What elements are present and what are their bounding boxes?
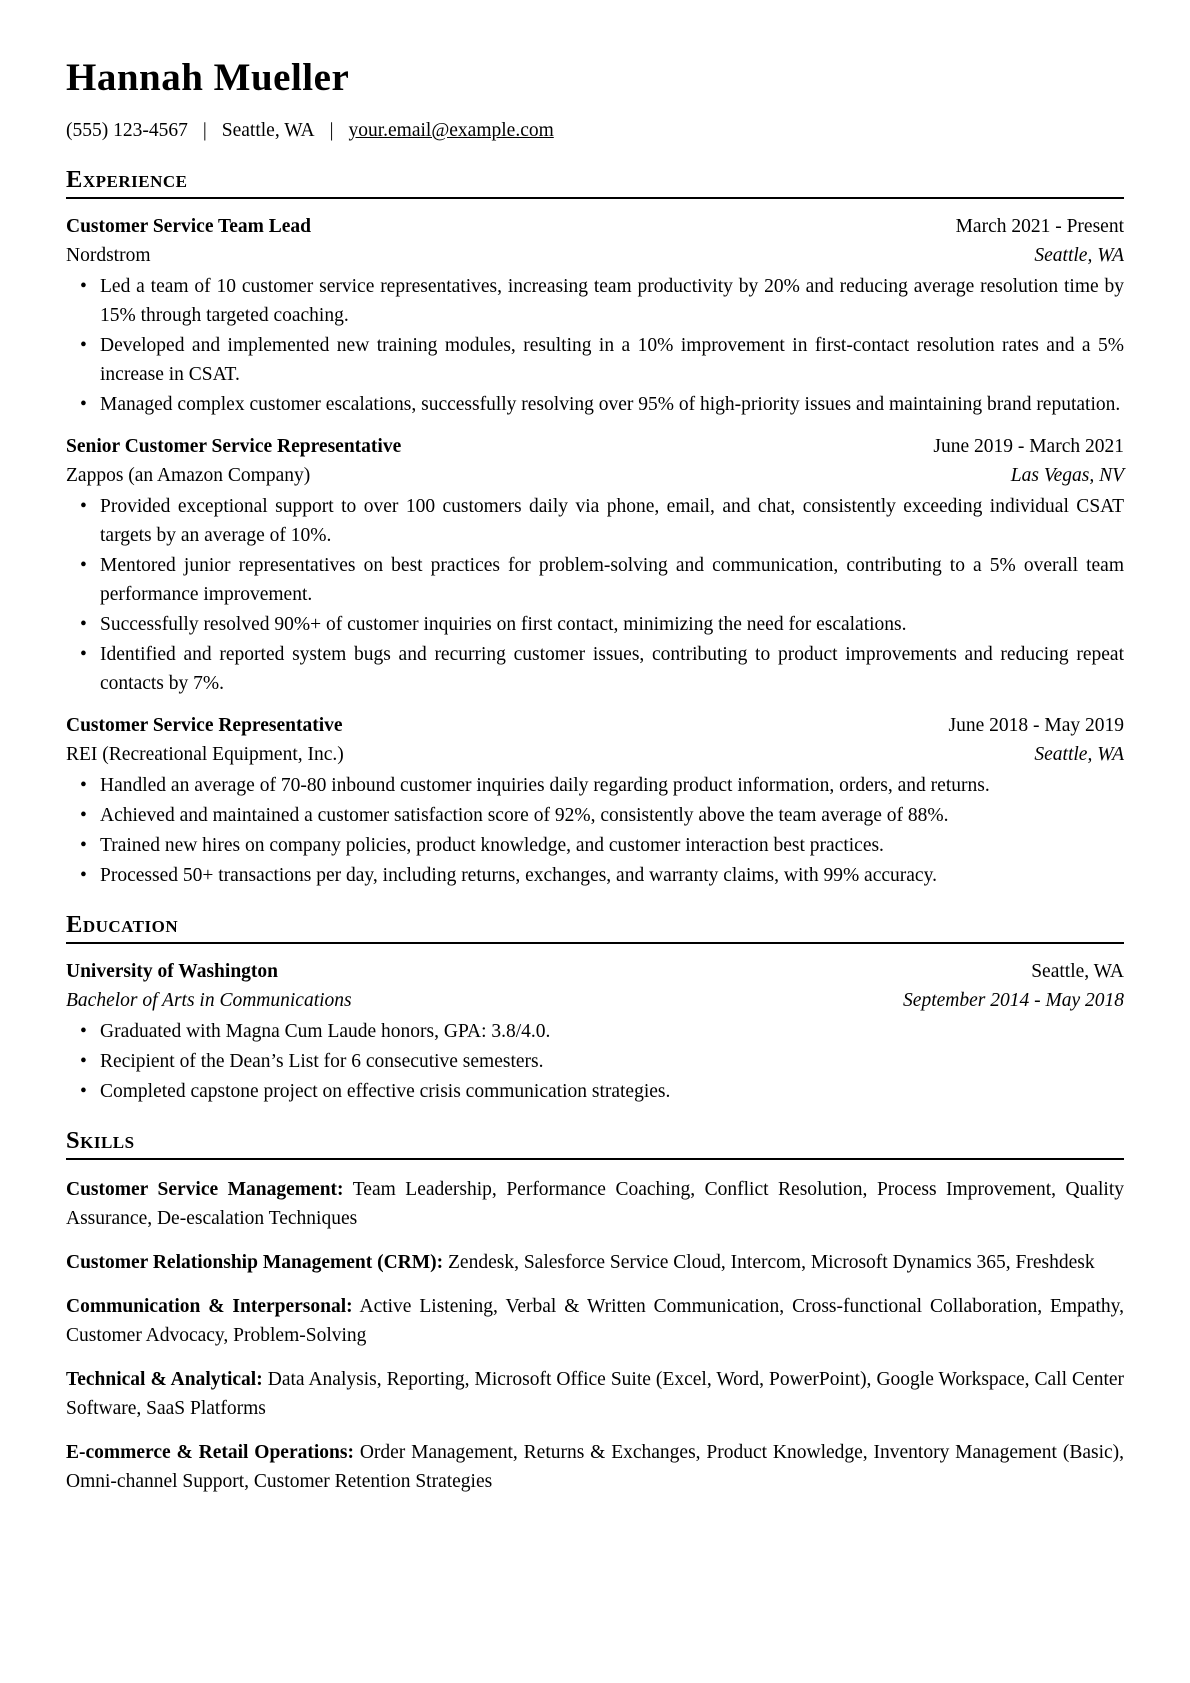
section-title-skills: Skills [66,1127,135,1154]
education-bullet: • Graduated with Magna Cum Laude honors, GPA: 3.8/4.0. [100,1017,1124,1046]
job-company: Nordstrom [66,245,151,266]
entry-subheader-row [66,986,1124,1015]
job-bullet: • Led a team of 10 customer service representatives, increasing team productivity by 20% and reducing average resolution time by 15% through targeted coaching. [100,272,1124,330]
skill-group [66,1292,1124,1350]
contact-location: Seattle, WA [221,120,315,141]
job-company: Zappos (an Amazon Company) [66,465,311,486]
job-dates: March 2021 - Present [955,216,1124,237]
school-name: University of Washington [66,961,279,982]
job-bullet: • Provided exceptional support to over 100 customers daily via phone, email, and chat, consistently exceeding individual CSAT targets by an average of 10%. [100,492,1124,550]
contact-row [66,116,1124,145]
skill-group [66,1175,1124,1233]
experience-entry [66,711,1124,890]
skill-group [66,1365,1124,1423]
education-dates: September 2014 - May 2018 [903,990,1124,1011]
job-bullet: • Identified and reported system bugs and recurring customer issues, contributing to product improvements and reducing repeat contacts by 7%. [100,640,1124,698]
job-bullet: • Achieved and maintained a customer satisfaction score of 92%, consistently above the team average of 88%. [100,801,1124,830]
education-entry [66,957,1124,1106]
education-bullet: • Recipient of the Dean’s List for 6 consecutive semesters. [100,1047,1124,1076]
skill-group-items: Team Leadership, Performance Coaching, Conflict Resolution, Process Improvement, Quality Assurance, De-escalation Techniques [66,1179,1125,1229]
skill-group-items: Active Listening, Verbal & Written Communication, Cross-functional Collaboration, Empathy, Customer Advocacy, Problem-Solving [66,1296,1124,1346]
job-bullet: • Trained new hires on company policies, product knowledge, and customer interaction best practices. [100,831,1124,860]
job-dates: June 2019 - March 2021 [933,436,1124,457]
education-bullet-list [66,1017,1124,1106]
skill-group-label: Communication & Interpersonal: [66,1296,353,1317]
degree-name: Bachelor of Arts in Communications [66,990,352,1011]
job-location: Las Vegas, NV [1010,465,1124,486]
skill-group-label: E-commerce & Retail Operations: [66,1442,354,1463]
job-bullet: • Developed and implemented new training modules, resulting in a 10% improvement in first-contact resolution rates and a 5% increase in CSAT. [100,331,1124,389]
job-title: Customer Service Representative [66,715,343,736]
job-dates: June 2018 - May 2019 [948,715,1124,736]
contact-separator: | [202,120,207,141]
job-bullet: • Mentored junior representatives on best practices for problem-solving and communication, contributing to a 5% overall team performance improvement. [100,551,1124,609]
job-bullet-list [66,771,1124,890]
email-link[interactable]: your.email@example.com [348,120,554,141]
school-location: Seattle, WA [1031,961,1124,982]
job-bullet-list [66,492,1124,698]
skill-group-label: Customer Service Management: [66,1179,344,1200]
job-location: Seattle, WA [1034,744,1124,765]
section-rule [66,197,1124,199]
job-title: Senior Customer Service Representative [66,436,402,457]
phone-number: (555) 123-4567 [66,120,188,141]
education-bullet: • Completed capstone project on effective crisis communication strategies. [100,1077,1124,1106]
contact-separator: | [329,120,334,141]
entry-subheader-row [66,461,1124,490]
job-bullet-list [66,272,1124,419]
job-bullet: • Handled an average of 70-80 inbound customer inquiries daily regarding product information, orders, and returns. [100,771,1124,800]
skill-group-label: Customer Relationship Management (CRM): [66,1252,444,1273]
job-bullet: • Managed complex customer escalations, successfully resolving over 95% of high-priority issues and maintaining brand reputation. [100,390,1124,419]
person-name: Hannah Mueller [66,56,350,99]
entry-header-row [66,432,1124,461]
entry-header-row [66,212,1124,241]
skill-group [66,1438,1124,1496]
skill-group-items: Zendesk, Salesforce Service Cloud, Intercom, Microsoft Dynamics 365, Freshdesk [448,1252,1095,1273]
job-bullet: • Processed 50+ transactions per day, including returns, exchanges, and warranty claims, with 99% accuracy. [100,861,1124,890]
section-rule [66,942,1124,944]
entry-header-row [66,957,1124,986]
skill-group-items: Order Management, Returns & Exchanges, Product Knowledge, Inventory Management (Basic), Omni-channel Support, Customer Retention Strategies [66,1442,1125,1492]
job-company: REI (Recreational Equipment, Inc.) [66,744,344,765]
entry-subheader-row [66,241,1124,270]
section-rule [66,1158,1124,1160]
experience-entry [66,432,1124,698]
skill-group-label: Technical & Analytical: [66,1369,263,1390]
job-location: Seattle, WA [1034,245,1124,266]
entry-header-row [66,711,1124,740]
section-title-education: Education [66,911,179,938]
experience-entry [66,212,1124,419]
job-bullet: • Successfully resolved 90%+ of customer inquiries on first contact, minimizing the need for escalations. [100,610,1124,639]
skill-group-items: Data Analysis, Reporting, Microsoft Office Suite (Excel, Word, PowerPoint), Google Workspace, Call Center Software, SaaS Platforms [66,1369,1125,1419]
entry-subheader-row [66,740,1124,769]
skill-group [66,1248,1124,1277]
job-title: Customer Service Team Lead [66,216,311,237]
section-title-experience: Experience [66,166,188,193]
